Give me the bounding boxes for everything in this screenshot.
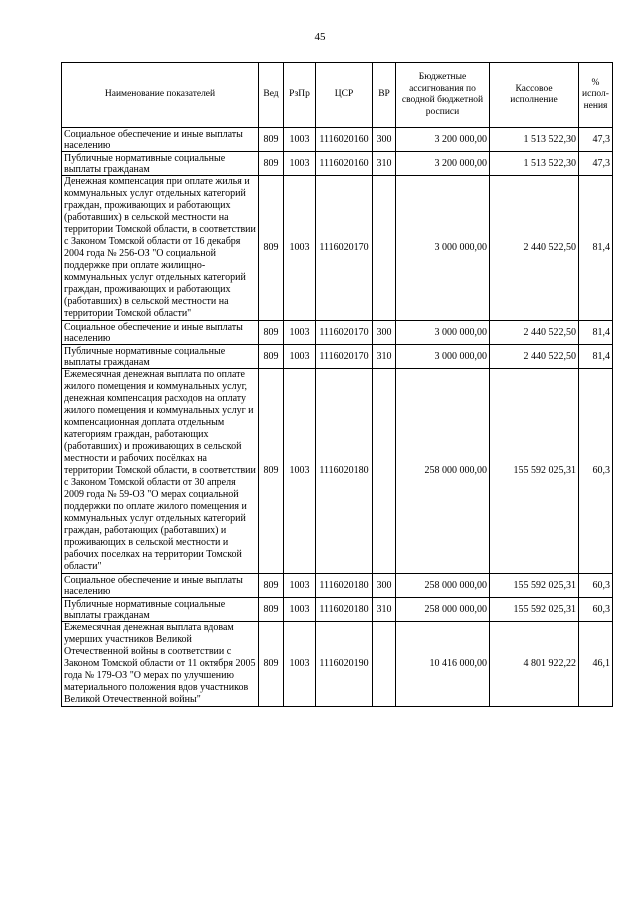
- row-rzpr: 1003: [284, 152, 316, 176]
- row-budget: 3 000 000,00: [396, 321, 490, 345]
- row-budget: 10 416 000,00: [396, 622, 490, 707]
- row-percent: 81,4: [579, 321, 613, 345]
- row-cash: 155 592 025,31: [490, 369, 579, 574]
- table-row: [62, 598, 613, 622]
- row-name: Социальное обеспечение и иные выплаты населению: [62, 128, 259, 152]
- row-rzpr: 1003: [284, 369, 316, 574]
- row-rzpr: 1003: [284, 345, 316, 369]
- table-row: [62, 369, 613, 574]
- header-csr: ЦСР: [316, 63, 373, 128]
- row-percent: 47,3: [579, 152, 613, 176]
- row-cash: 155 592 025,31: [490, 574, 579, 598]
- row-ved: 809: [259, 345, 284, 369]
- row-rzpr: 1003: [284, 321, 316, 345]
- row-budget: 3 000 000,00: [396, 176, 490, 321]
- row-ved: 809: [259, 598, 284, 622]
- header-percent: % испол-нения: [579, 63, 613, 128]
- table-row: [62, 321, 613, 345]
- row-percent: 60,3: [579, 369, 613, 574]
- row-vr: 300: [373, 128, 396, 152]
- row-percent: 81,4: [579, 345, 613, 369]
- row-vr: 310: [373, 598, 396, 622]
- row-csr: 1116020180: [316, 574, 373, 598]
- row-rzpr: 1003: [284, 128, 316, 152]
- row-ved: 809: [259, 369, 284, 574]
- row-vr: 310: [373, 152, 396, 176]
- row-name: Социальное обеспечение и иные выплаты населению: [62, 321, 259, 345]
- row-ved: 809: [259, 152, 284, 176]
- row-csr: 1116020170: [316, 176, 373, 321]
- row-ved: 809: [259, 321, 284, 345]
- row-cash: 2 440 522,50: [490, 321, 579, 345]
- header-name: Наименование показателей: [62, 63, 259, 128]
- row-vr: [373, 176, 396, 321]
- row-cash: 2 440 522,50: [490, 176, 579, 321]
- header-budget: Бюджетные ассигнования по сводной бюджетной росписи: [396, 63, 490, 128]
- row-budget: 258 000 000,00: [396, 598, 490, 622]
- row-csr: 1116020170: [316, 321, 373, 345]
- row-csr: 1116020170: [316, 345, 373, 369]
- row-name: Ежемесячная денежная выплата вдовам умерших участников Великой Отечественной войны в соответствии с Законом Томской области от 11 октября 2005 года № 179-ОЗ "О мерах по улучшению материального положения вдов участников Великой Отечественной войны": [62, 622, 259, 707]
- row-vr: 300: [373, 321, 396, 345]
- table-row: [62, 176, 613, 321]
- row-budget: 258 000 000,00: [396, 369, 490, 574]
- row-name: Денежная компенсация при оплате жилья и коммунальных услуг отдельных категорий граждан, проживающих и работающих (работавших) в сельской местности на территории Томской области, в соответствии с Законом Томской области от 16 декабря 2004 года № 256-ОЗ "О социальной поддержке при оплате жилищно-коммунальных услуг отдельных категорий граждан, проживающих и работающих (работавших) в сельской местности на территории Томской области": [62, 176, 259, 321]
- header-row: [62, 63, 613, 128]
- row-rzpr: 1003: [284, 598, 316, 622]
- header-vr: ВР: [373, 63, 396, 128]
- row-ved: 809: [259, 574, 284, 598]
- row-csr: 1116020160: [316, 152, 373, 176]
- row-rzpr: 1003: [284, 176, 316, 321]
- row-csr: 1116020180: [316, 598, 373, 622]
- row-name: Публичные нормативные социальные выплаты гражданам: [62, 598, 259, 622]
- row-csr: 1116020160: [316, 128, 373, 152]
- row-budget: 3 200 000,00: [396, 152, 490, 176]
- table-row: [62, 152, 613, 176]
- header-ved: Вед: [259, 63, 284, 128]
- row-cash: 155 592 025,31: [490, 598, 579, 622]
- row-ved: 809: [259, 622, 284, 707]
- row-budget: 3 000 000,00: [396, 345, 490, 369]
- report-table: [61, 62, 613, 707]
- row-vr: 300: [373, 574, 396, 598]
- row-csr: 1116020180: [316, 369, 373, 574]
- row-ved: 809: [259, 176, 284, 321]
- row-percent: 60,3: [579, 598, 613, 622]
- row-ved: 809: [259, 128, 284, 152]
- row-cash: 4 801 922,22: [490, 622, 579, 707]
- row-rzpr: 1003: [284, 622, 316, 707]
- row-cash: 2 440 522,50: [490, 345, 579, 369]
- row-name: Публичные нормативные социальные выплаты гражданам: [62, 152, 259, 176]
- row-vr: [373, 622, 396, 707]
- row-rzpr: 1003: [284, 574, 316, 598]
- table-row: [62, 574, 613, 598]
- row-cash: 1 513 522,30: [490, 128, 579, 152]
- row-name: Социальное обеспечение и иные выплаты населению: [62, 574, 259, 598]
- row-vr: [373, 369, 396, 574]
- header-rzpr: РзПр: [284, 63, 316, 128]
- row-percent: 60,3: [579, 574, 613, 598]
- row-vr: 310: [373, 345, 396, 369]
- row-cash: 1 513 522,30: [490, 152, 579, 176]
- row-percent: 81,4: [579, 176, 613, 321]
- table-row: [62, 345, 613, 369]
- table-row: [62, 622, 613, 707]
- table-row: [62, 128, 613, 152]
- page-number: 45: [314, 31, 326, 43]
- row-budget: 258 000 000,00: [396, 574, 490, 598]
- row-percent: 47,3: [579, 128, 613, 152]
- header-cash: Кассовое исполнение: [490, 63, 579, 128]
- row-budget: 3 200 000,00: [396, 128, 490, 152]
- row-name: Ежемесячная денежная выплата по оплате жилого помещения и коммунальных услуг, денежная компенсация расходов на оплату жилого помещения и коммунальных услуг и компенсационная доплата отдельным категориям граждан, работающих (работавших) и проживающих в сельской местности и рабочих посёлках на территории Томской области, в соответствии с Законом Томской области от 30 апреля 2009 года № 59-ОЗ "О мерах социальной поддержки по оплате жилого помещения и коммунальных услуг отдельных категорий граждан, работающих (работавших) и проживающих в сельской местности и рабочих поселках на территории Томской области": [62, 369, 259, 574]
- row-percent: 46,1: [579, 622, 613, 707]
- row-csr: 1116020190: [316, 622, 373, 707]
- row-name: Публичные нормативные социальные выплаты гражданам: [62, 345, 259, 369]
